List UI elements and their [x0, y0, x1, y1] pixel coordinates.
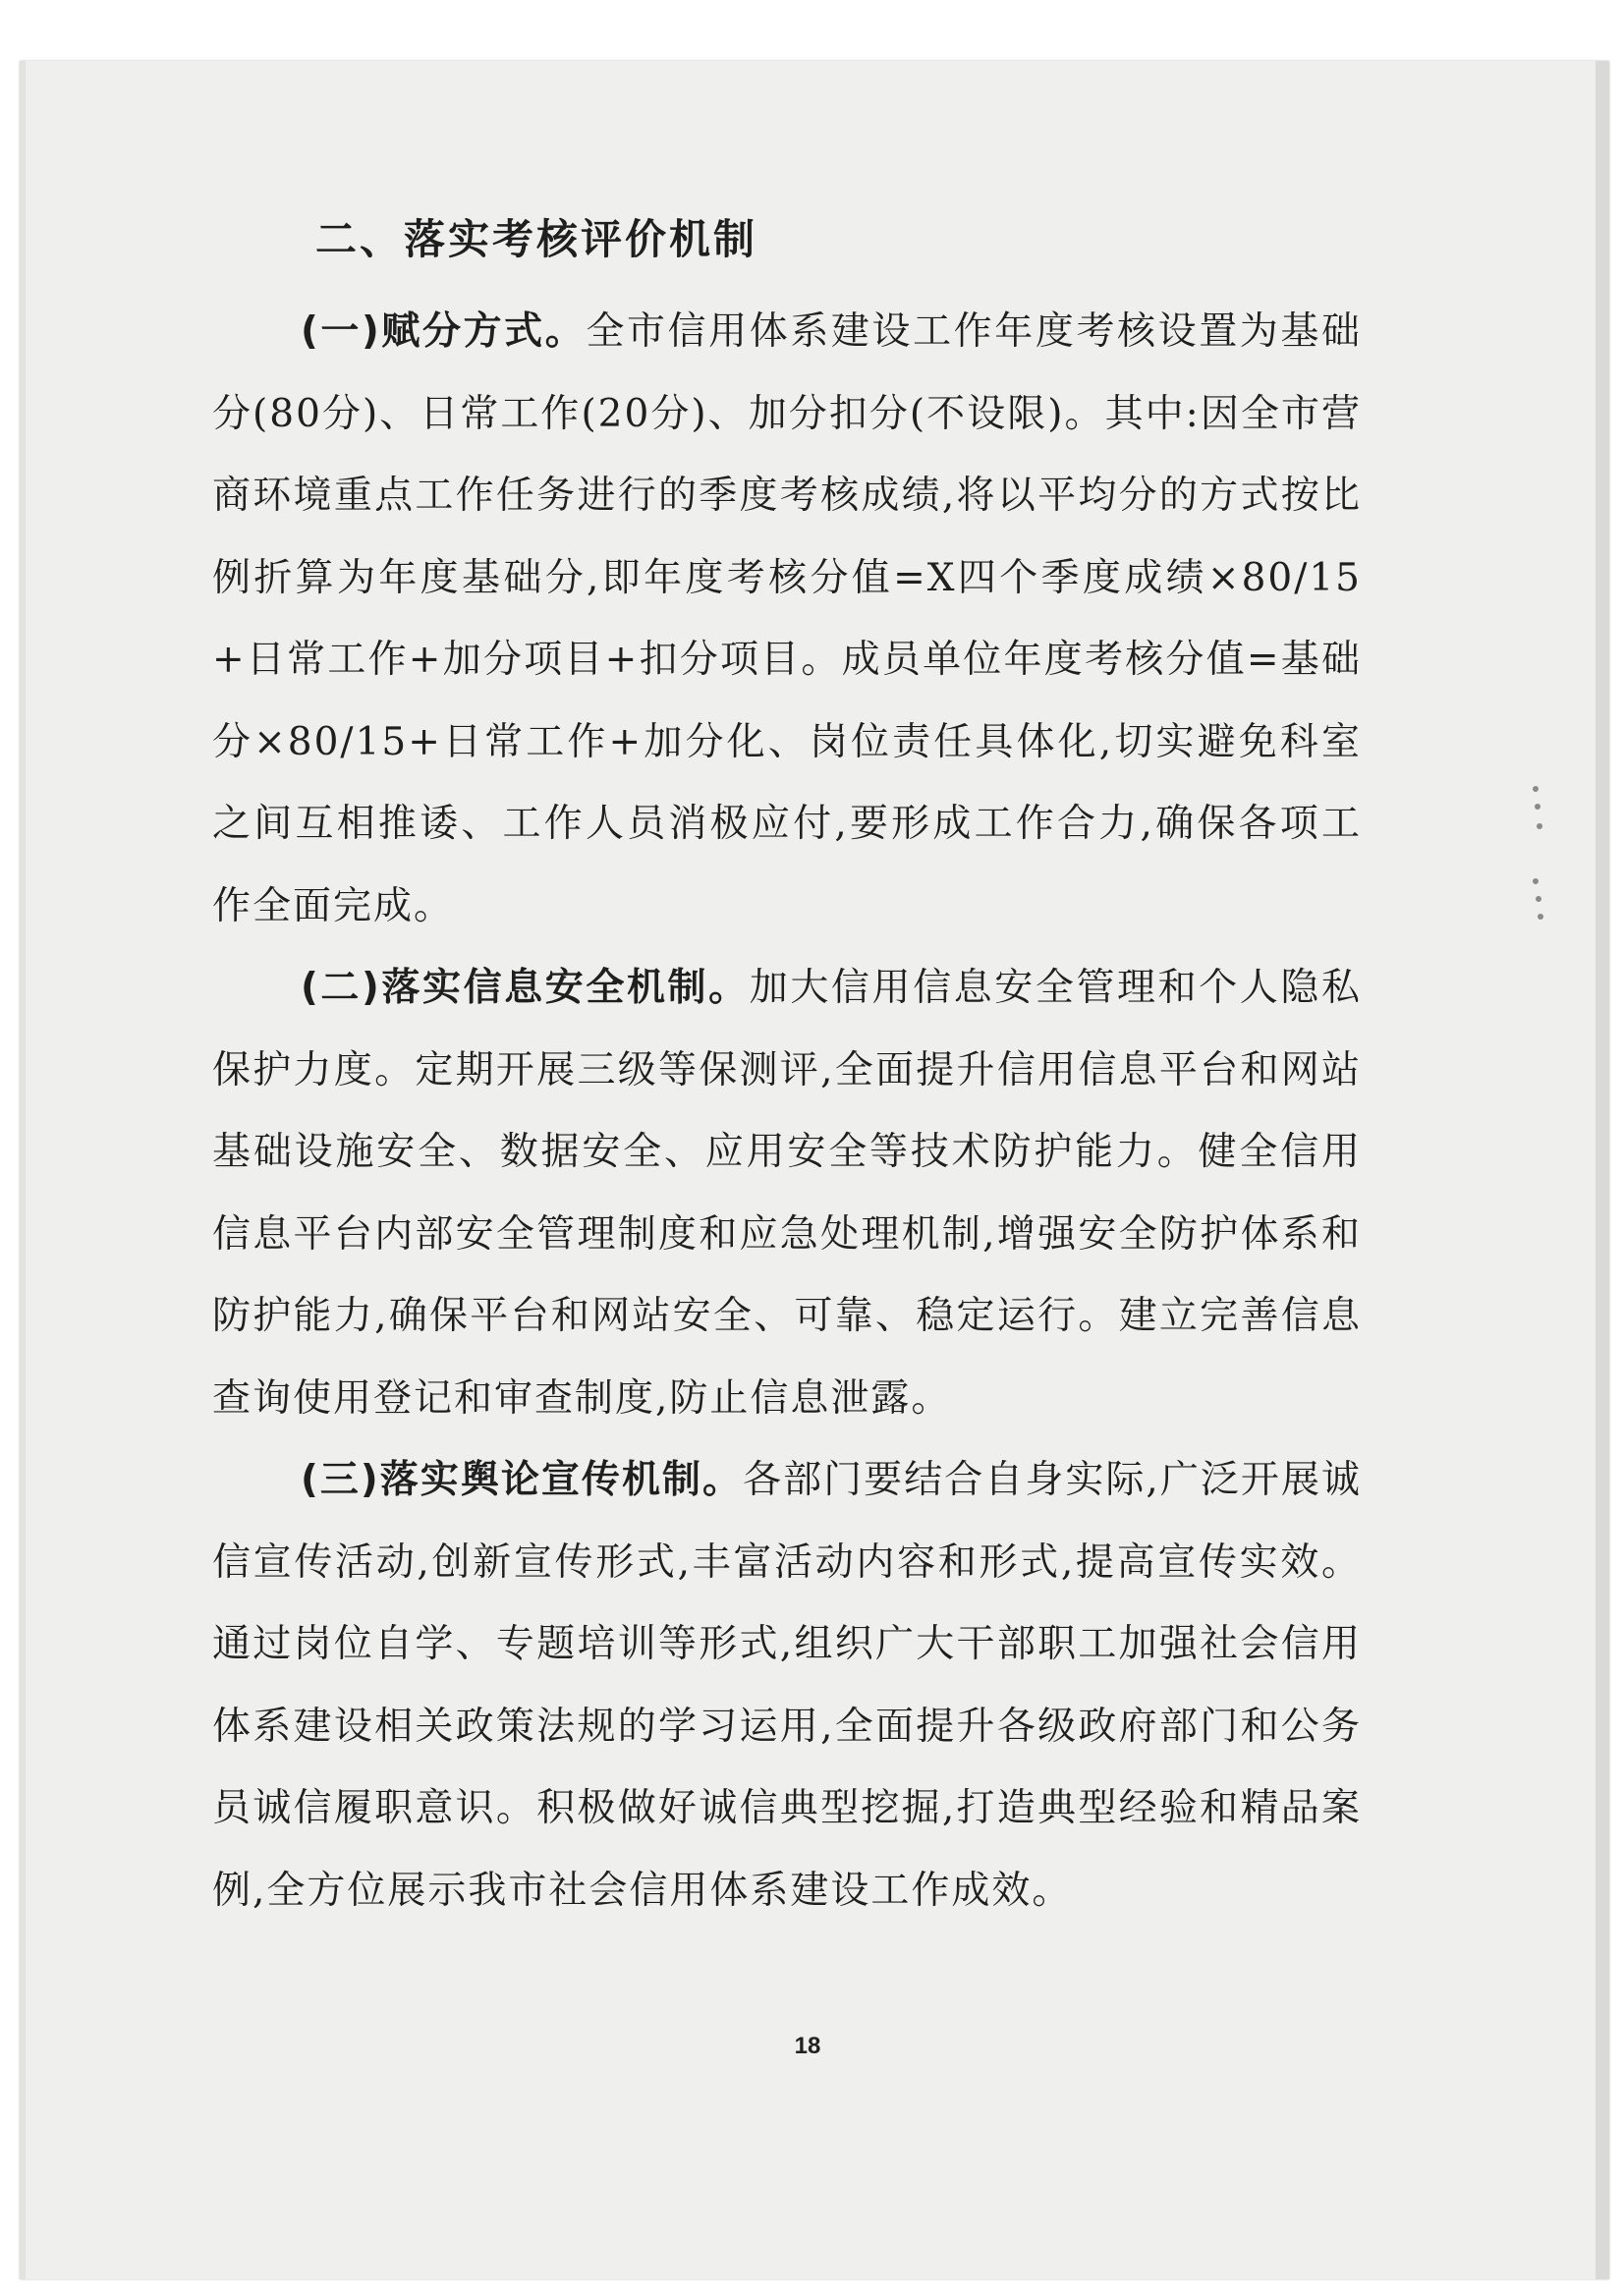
page-left-edge [20, 61, 26, 2279]
binding-mark [1536, 896, 1541, 902]
paragraph-scoring-method [212, 291, 1362, 947]
paragraph-label: (一)赋分方式。 [301, 309, 587, 354]
binding-mark [1535, 804, 1540, 810]
section-heading: 二、落实考核评价机制 [315, 215, 758, 263]
paragraph-publicity [212, 1439, 1362, 1931]
paragraph-text: 各部门要结合自身实际,广泛开展诚信宣传活动,创新宣传形式,丰富活动内容和形式,提高宣传实效。通过岗位自学、专题培训等形式,组织广大干部职工加强社会信用体系建设相关政策法规的学习运用,全面提升各级政府部门和公务员诚信履职意识。积极做好诚信典型挖掘,打造典型经验和精品案例,全方位展示我市社会信用体系建设工作成效。 [212, 1458, 1362, 1913]
paragraph-label: (三)落实舆论宣传机制。 [301, 1458, 744, 1502]
binding-mark [1533, 878, 1539, 884]
page-number: 18 [794, 2033, 821, 2059]
paragraph-text: 全市信用体系建设工作年度考核设置为基础分(80分)、日常工作(20分)、加分扣分(不设限)。其中:因全市营商环境重点工作任务进行的季度考核成绩,将以平均分的方式按比例折算为年度基础分,即年度考核分值=X四个季度成绩×80/15+日常工作+加分项目+扣分项目。成员单位年度考核分值=基础分×80/15+日常工作+加分化、岗位责任具体化,切实避免科室之间互相推诿、工作人员消极应付,要形成工作合力,确保各项工作全面完成。 [212, 309, 1362, 928]
paragraph-label: (二)落实信息安全机制。 [301, 966, 750, 1010]
scanned-page [20, 61, 1609, 2279]
binding-mark [1533, 786, 1539, 792]
binding-mark [1538, 914, 1543, 920]
paragraph-text: 加大信用信息安全管理和个人隐私保护力度。定期开展三级等保测评,全面提升信用信息平台和网站基础设施安全、数据安全、应用安全等技术防护能力。健全信用信息平台内部安全管理制度和应急处理机制,增强安全防护体系和防护能力,确保平台和网站安全、可靠、稳定运行。建立完善信息查询使用登记和审查制度,防止信息泄露。 [212, 966, 1362, 1421]
binding-mark [1537, 823, 1542, 829]
paragraph-info-security [212, 947, 1362, 1439]
document-body [212, 210, 1362, 1931]
